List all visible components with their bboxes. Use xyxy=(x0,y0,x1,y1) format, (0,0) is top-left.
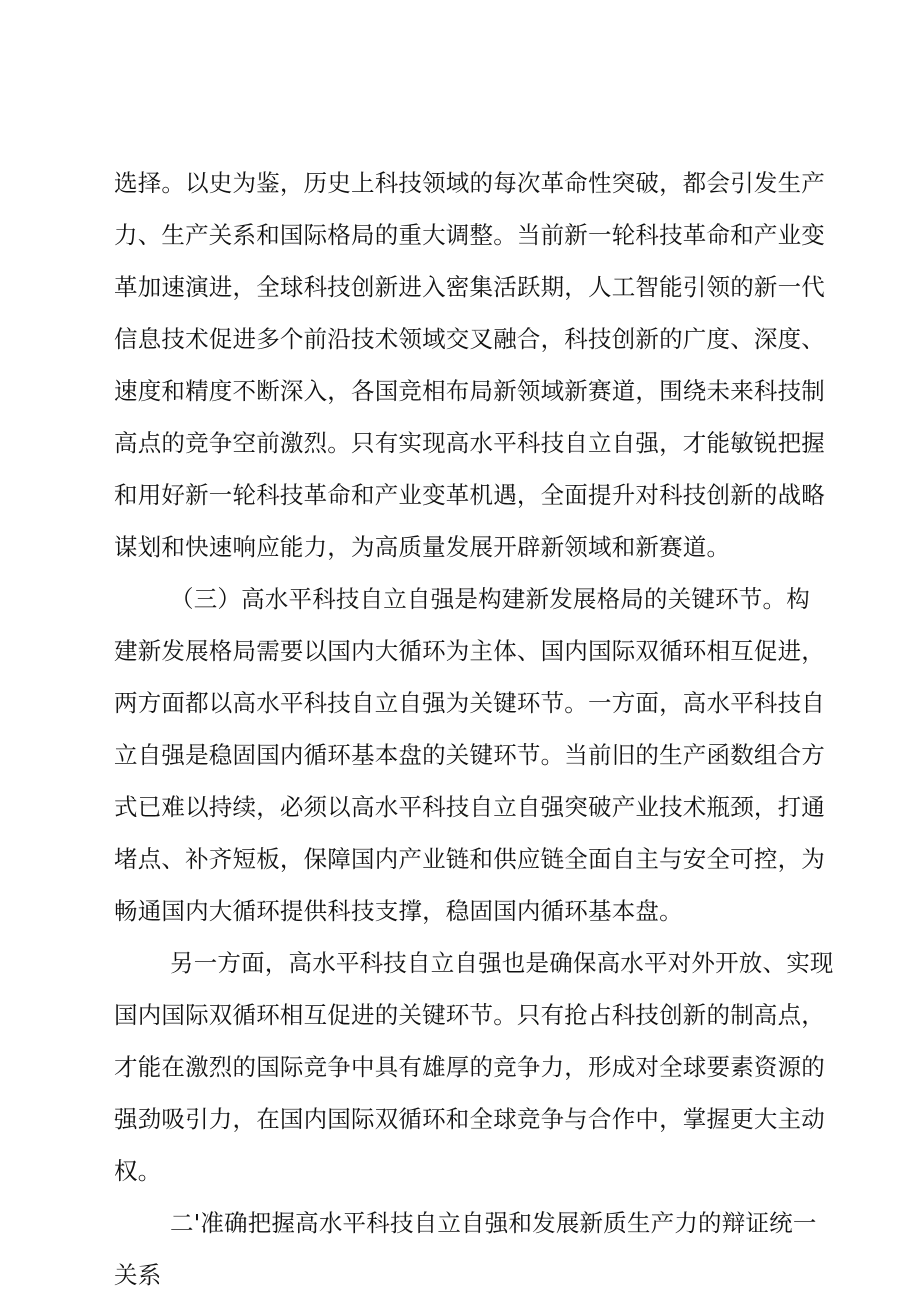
text-line: 两方面都以高水平科技自立自强为关键环节。一方面，高水平科技自 xyxy=(114,689,825,717)
text-line: 信息技术促进多个前沿技术领域交叉融合，科技创新的广度、深度、 xyxy=(114,325,825,353)
text-line: 另一方面，高水平科技自立自强也是确保高水平对外开放、实现 xyxy=(170,949,834,977)
section-heading-line: 二'准确把握高水平科技自立自强和发展新质生产力的辩证统一 xyxy=(170,1209,817,1237)
section-heading-line: （三）高水平科技自立自强是构建新发展格局的关键环节。构 xyxy=(170,585,810,613)
text-line: 高点的竞争空前激烈。只有实现高水平科技自立自强，才能敏锐把握 xyxy=(114,429,825,457)
text-line: 才能在激烈的国际竞争中具有雄厚的竞争力，形成对全球要素资源的 xyxy=(114,1053,825,1081)
text-line: 立自强是稳固国内循环基本盘的关键环节。当前旧的生产函数组合方 xyxy=(114,741,825,769)
text-line: 建新发展格局需要以国内大循环为主体、国内国际双循环相互促进， xyxy=(114,637,825,665)
text-line: 速度和精度不断深入，各国竞相布局新领域新赛道，围绕未来科技制 xyxy=(114,377,825,405)
text-line: 式已难以持续，必须以高水平科技自立自强突破产业技术瓶颈，打通 xyxy=(114,793,825,821)
text-line: 和用好新一轮科技革命和产业变革机遇，全面提升对科技创新的战略 xyxy=(114,481,825,509)
text-line: 国内国际双循环相互促进的关键环节。只有抢占科技创新的制高点， xyxy=(114,1001,825,1029)
text-line: 畅通国内大循环提供科技支撑，稳固国内循环基本盘。 xyxy=(114,897,683,925)
text-line: 堵点、补齐短板，保障国内产业链和供应链全面自主与安全可控，为 xyxy=(114,845,825,873)
text-line: 革加速演进，全球科技创新进入密集活跃期，人工智能引领的新一代 xyxy=(114,273,825,301)
text-line: 力、生产关系和国际格局的重大调整。当前新一轮科技革命和产业变 xyxy=(114,221,825,249)
text-line: 强劲吸引力，在国内国际双循环和全球竞争与合作中，掌握更大主动 xyxy=(114,1105,825,1133)
text-line: 谋划和快速响应能力，为高质量发展开辟新领域和新赛道。 xyxy=(114,533,731,561)
text-line: 选择。以史为鉴，历史上科技领域的每次革命性突破，都会引发生产 xyxy=(114,169,825,197)
section-heading-line: 关系 xyxy=(114,1261,162,1289)
text-line: 权。 xyxy=(114,1157,162,1185)
